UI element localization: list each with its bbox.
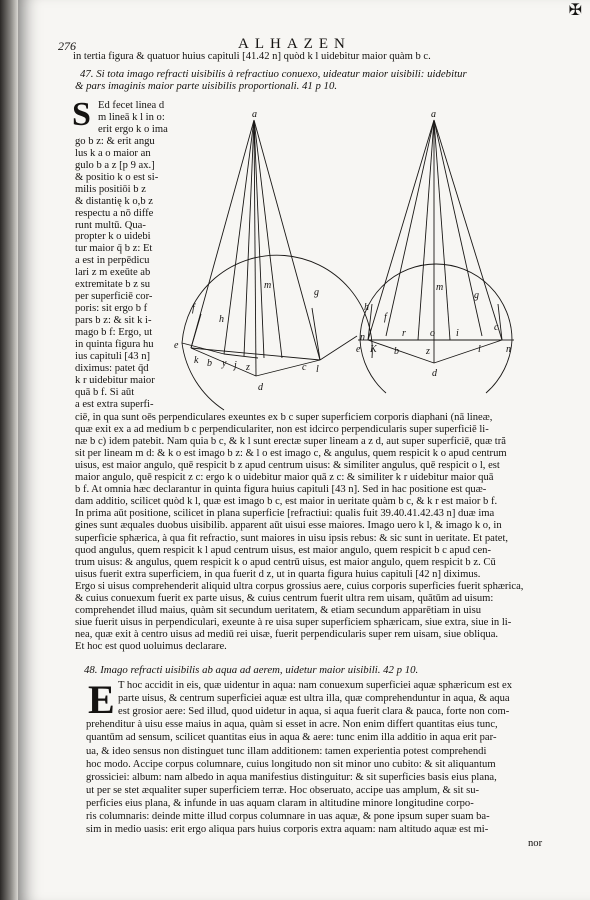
fig-left-label-l: l (316, 364, 319, 375)
fig-right-label-b: b (394, 346, 399, 357)
text-line: comprehendet illud maius, quàm sit secundum ueritatem, & etiam secundum apparētiam in uisu (75, 604, 481, 616)
fig-right-label-r: r (402, 328, 406, 339)
text-line: erit ergo k o ima (98, 123, 168, 135)
text-line: in quinta figura hu (75, 339, 154, 350)
text-line: tur maior q̄ b z: Et (75, 243, 153, 255)
text-line: & cuius conuexum fuerit ex parte uisus, & cuius centrum fuerit ultra rem uisam, quātūm ad uisum: (75, 592, 494, 604)
text-line: est grosior aere: Sed illud, quod uidetur in aqua, si aqua fuerit clara & pauca, forte non com- (118, 706, 510, 718)
text-line: dam additio, scilicet quòd k l, quæ est imago b c, est maior in ueritate quàm b c, & k r est maior b f. (75, 496, 498, 508)
text-line: ut per se stet æqualiter super superficiem terræ. Hoc obseruato, accipe uas amplum, & sit su- (86, 784, 480, 796)
prop47-heading-line-1: 47. Si tota imago refracti uisibilis à refractiuo conuexo, uideatur maior uisibili: uidebitur (80, 68, 467, 80)
text-line: uisus, est maior angulo, quē respicit b z apud centrum uisus: & similiter angulus, quē respicit o l, est (75, 460, 500, 472)
fig-right-label-K: K (370, 344, 377, 355)
fig-left-label-y: y (222, 358, 227, 369)
page-corner-ornament: ✠ (568, 2, 582, 19)
text-line: milis positiōi b z (75, 183, 146, 195)
text-line: superficie sphærica, à qua fit refractio, sunt maiores in uisu ipsis rebus: & sic sunt in ueritate. Et patet, (75, 532, 509, 544)
text-line: respectu a nō diffe (75, 207, 154, 219)
fig-left-label-g: g (314, 287, 319, 298)
text-line: pars b z: & sit k i- (75, 315, 152, 327)
text-line: sit per lineam m d: & k o est imago b z: & l o est imago c, & angulus, quem respicit k o apud centrum (75, 448, 507, 460)
text-line: runt multū. Qua- (75, 219, 146, 231)
text-line: T hoc accidit in eis, quæ uidentur in aqua: nam conuexum superficiei aquæ sphæricum est ex (118, 680, 513, 691)
text-line: & distantię k o,b z (75, 195, 153, 207)
text-line: trum uisus: & angulus, quem respicit k o apud centrū uisus, est maior angulo, quem respicit b z. Cū (75, 556, 496, 568)
fig-right-label-f: f (384, 312, 387, 323)
fig-right-label-m: m (436, 282, 444, 293)
text-line: m lineā k l in o: (98, 111, 165, 123)
text-line: k r uidebitur maior (75, 374, 155, 386)
prop47-heading-line-2: & pars imaginis maior parte uisibilis proportionali. 41 p 10. (75, 80, 338, 92)
text-line: perficies eius plana, & infunde in uas aquam claram in altitudine minore longitudine corpo- (86, 797, 474, 809)
text-line: ciē, in qua sunt oēs perpendiculares exeuntes ex b c super superficiem corporis diaphani (nā lineæ, (75, 412, 493, 423)
fig-right-label-i: i (456, 328, 459, 339)
text-line: næ b c) idem patebit. Nam quia b c, & k l sunt erectæ super lineam a z d, aut super superficiē, quæ tră (75, 436, 506, 448)
text-line: quæ exit ex a ad medium b c perpendiculariter, non est idcirco perpendicularis super superficiē li- (75, 424, 489, 436)
text-line: propter k o uidebi (75, 231, 151, 243)
continuation-line: in tertia figura & quatuor huius capituli [41.42 n] quòd k l uidebitur maior quàm b c. (73, 51, 431, 62)
fig-right-label-z: z (426, 346, 430, 357)
text-line: Et hoc est quod uoluimus declarare. (75, 640, 227, 652)
fig-left-label-e: e (174, 340, 179, 351)
text-line: lari z m exeūte ab (75, 267, 151, 279)
fig-left-label-b: b (207, 358, 212, 369)
book-gutter (0, 0, 18, 900)
text-line: a est extra superfi- (75, 398, 154, 410)
fig-right-label-e: e (356, 344, 361, 355)
fig-right-label-a: a (431, 109, 436, 120)
fig-left-label-c: c (302, 362, 307, 373)
text-line: poris: sit ergo b f (75, 303, 148, 315)
text-line: siue fuerit uisus in perpendiculari, exeunte à re uisa super superficiem sphæricam, siue extra, siue in li- (75, 616, 512, 628)
text-line: maior angulo, quē respicit z c: ergo k o uidebitur maior quā z c: & similiter k r uidebitur maior quā (75, 472, 494, 484)
text-line: lus k a o maior an (75, 147, 151, 159)
fig-left-label-k: k (194, 355, 199, 366)
fig-right-label-g: g (474, 290, 479, 301)
text-line: nea, quæ exit à centro uisus ad mediū rei uisæ, fuerit perpendicularis super rem uisam, siue obliqua. (75, 628, 499, 640)
text-line: Ed fecet linea d (98, 100, 165, 111)
fig-left-label-j: j (234, 360, 237, 371)
fig-right-label-c: c (494, 322, 499, 333)
fig-right-label-d: d (432, 368, 437, 379)
text-line: prehenditur à uisu esse maius in aqua, quàm si esset in acre. Non enim differt quantitas eius tunc, (86, 719, 498, 731)
text-line: sim in medio uasis: erit ergo aliqua pars huius corporis extra aquam: nam altitudo aquæ est mi- (86, 824, 489, 836)
text-line: gulo b a z [p 9 ax.] (75, 159, 155, 171)
text-line: extremitate b z su (75, 279, 151, 291)
fig-left-label-h: h (219, 314, 224, 325)
fig-right-label-n: n (506, 344, 511, 355)
prop48-last-word: nor (528, 838, 543, 849)
text-line: uisus fuerit extra superficiem, in qua fuerit d z, ut in quarta figura huius capituli [42 n] diximus. (75, 568, 481, 580)
figure-left-diagram (174, 108, 384, 428)
text-line: quā b f. Si aūt (75, 386, 135, 398)
text-line: ius capituli [43 n] (75, 350, 151, 362)
fig-left-label-d: d (258, 382, 263, 393)
text-line: Ergo si uisus comprehenderit aliquid ultra corpus grossius aere, cuius corporis superficies fuerit sphærica, (75, 580, 524, 592)
figure-right-diagram (356, 108, 516, 408)
text-line: a est in perpēdicu (75, 255, 150, 267)
text-line: go b z: & erit angu (75, 135, 155, 147)
running-head: ALHAZEN (238, 36, 351, 52)
text-line: diximus: patet q̄d (75, 362, 149, 374)
text-line: ua, & ideo sensus non distinguet tunc illam additionem: tamen experientia potest comprehendi (86, 745, 487, 757)
text-line: quod angulus, quem respicit k l apud centrum uisus, est maior angulo, quem respicit b c apud cen- (75, 544, 492, 556)
fig-right-label-o: o (430, 328, 435, 339)
prop48-heading: 48. Imago refracti uisibilis ab aqua ad aerem, uidetur maior uisibili. 42 p 10. (84, 664, 419, 676)
text-line: & positio k o est si- (75, 171, 159, 183)
fig-left-label-m: m (264, 280, 272, 291)
prop47-drop-cap: S (72, 96, 91, 133)
fig-left-label-n: n (360, 332, 365, 343)
text-line: ris columnaris: deinde mitte illud corpus columnare in uas aquæ, & pone ipsum super suam ba- (86, 811, 490, 822)
fig-left-label-z: z (246, 362, 250, 373)
fig-right-label-h: h (364, 302, 369, 313)
fig-left-label-a: a (252, 109, 257, 120)
fig-left-label-f: f (192, 303, 195, 314)
text-line: grossiciei: album: nam albedo in aqua manifestius distinguitur: & sit superficies basis eius plana, (86, 771, 497, 783)
text-line: quantūm ad sensum, scilicet quantitas eius in aqua & aere: tunc enim illa additio in aqua erit par- (86, 732, 497, 744)
page-number: 276 (58, 39, 76, 53)
text-line: gines sunt æquales duobus uisibilib. apparent aūt uisui esse maiores. Imago uero k l, & imago k o, in (75, 520, 502, 532)
text-line: b f. At omnia hæc declarantur in quinta figura huius capituli [43 n]. Sed in hac positione est quæ- (75, 484, 487, 496)
text-line: In prima aūt positione, scilicet in plana superficie [refractiui: qualis fuit 39.40.41.42.43 n] duæ ima (75, 508, 495, 520)
text-line: hoc modo. Accipe corpus columnare, cuius longitudo non sit minor uno cubito: & sit aliquantum (86, 758, 496, 770)
fig-right-label-l: l (478, 344, 481, 355)
text-line: mago b f: Ergo, ut (75, 327, 153, 339)
text-line: parte uisus, & centrum superficiei aquæ est ultra illa, quæ comprehenduntur in aqua, & aqua (118, 693, 510, 705)
prop48-drop-cap: E (88, 677, 115, 722)
text-line: per superficiē cor- (75, 291, 153, 303)
